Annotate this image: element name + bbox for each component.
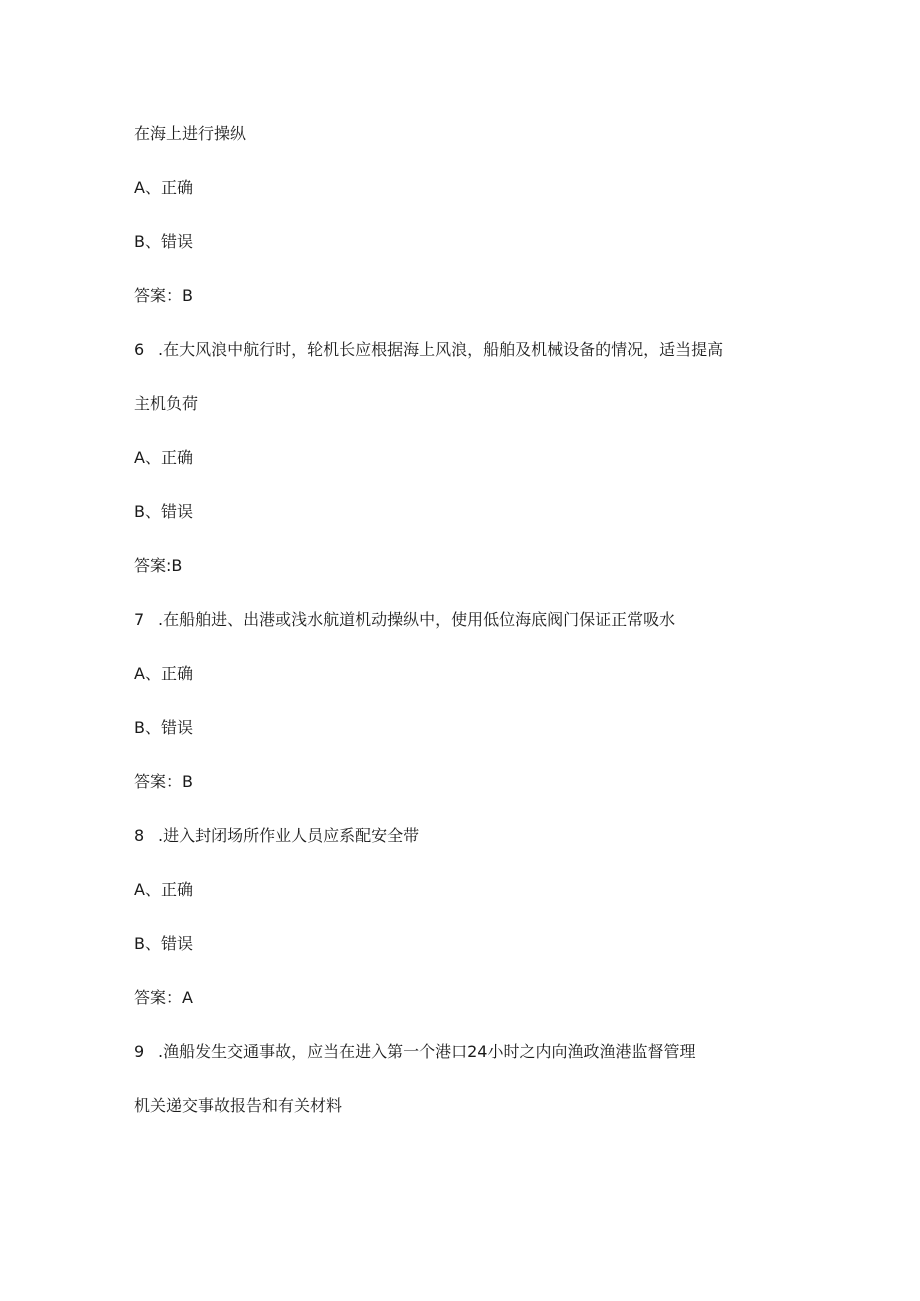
- q6-continuation: 主机负荷: [134, 394, 199, 413]
- q9-text: .渔船发生交通事故，应当在进入第一个港口24小时之内向渔政渔港监督管理: [158, 1042, 696, 1061]
- q6-question: [134, 340, 723, 360]
- q6-text: .在大风浪中航行时，轮机长应根据海上风浪，船舶及机械设备的情况，适当提高: [158, 340, 724, 359]
- q5-continuation: 在海上进行操纵: [134, 124, 247, 143]
- q9-continuation: 机关递交事故报告和有关材料: [134, 1096, 343, 1115]
- q7-question: [134, 610, 675, 630]
- q9-question: [134, 1042, 695, 1062]
- q7-number: 7: [134, 610, 145, 629]
- q7-text: .在船舶进、出港或浅水航道机动操纵中，使用低位海底阀门保证正常吸水: [158, 610, 676, 629]
- q7-option-a: A、正确: [134, 664, 193, 683]
- q8-number: 8: [134, 826, 145, 845]
- q7-answer: 答案：B: [134, 772, 193, 791]
- q9-number: 9: [134, 1042, 145, 1061]
- q7-option-b: B、错误: [134, 718, 193, 737]
- q5-option-b: B、错误: [134, 232, 193, 251]
- q6-option-a: A、正确: [134, 448, 193, 467]
- q8-question: [134, 826, 419, 846]
- q8-text: .进入封闭场所作业人员应系配安全带: [158, 826, 420, 845]
- q8-option-b: B、错误: [134, 934, 193, 953]
- q6-number: 6: [134, 340, 145, 359]
- q8-answer: 答案：A: [134, 988, 193, 1007]
- q6-option-b: B、错误: [134, 502, 193, 521]
- q5-answer: 答案：B: [134, 286, 193, 305]
- q8-option-a: A、正确: [134, 880, 193, 899]
- q6-answer: 答案:B: [134, 556, 183, 575]
- q5-option-a: A、正确: [134, 178, 193, 197]
